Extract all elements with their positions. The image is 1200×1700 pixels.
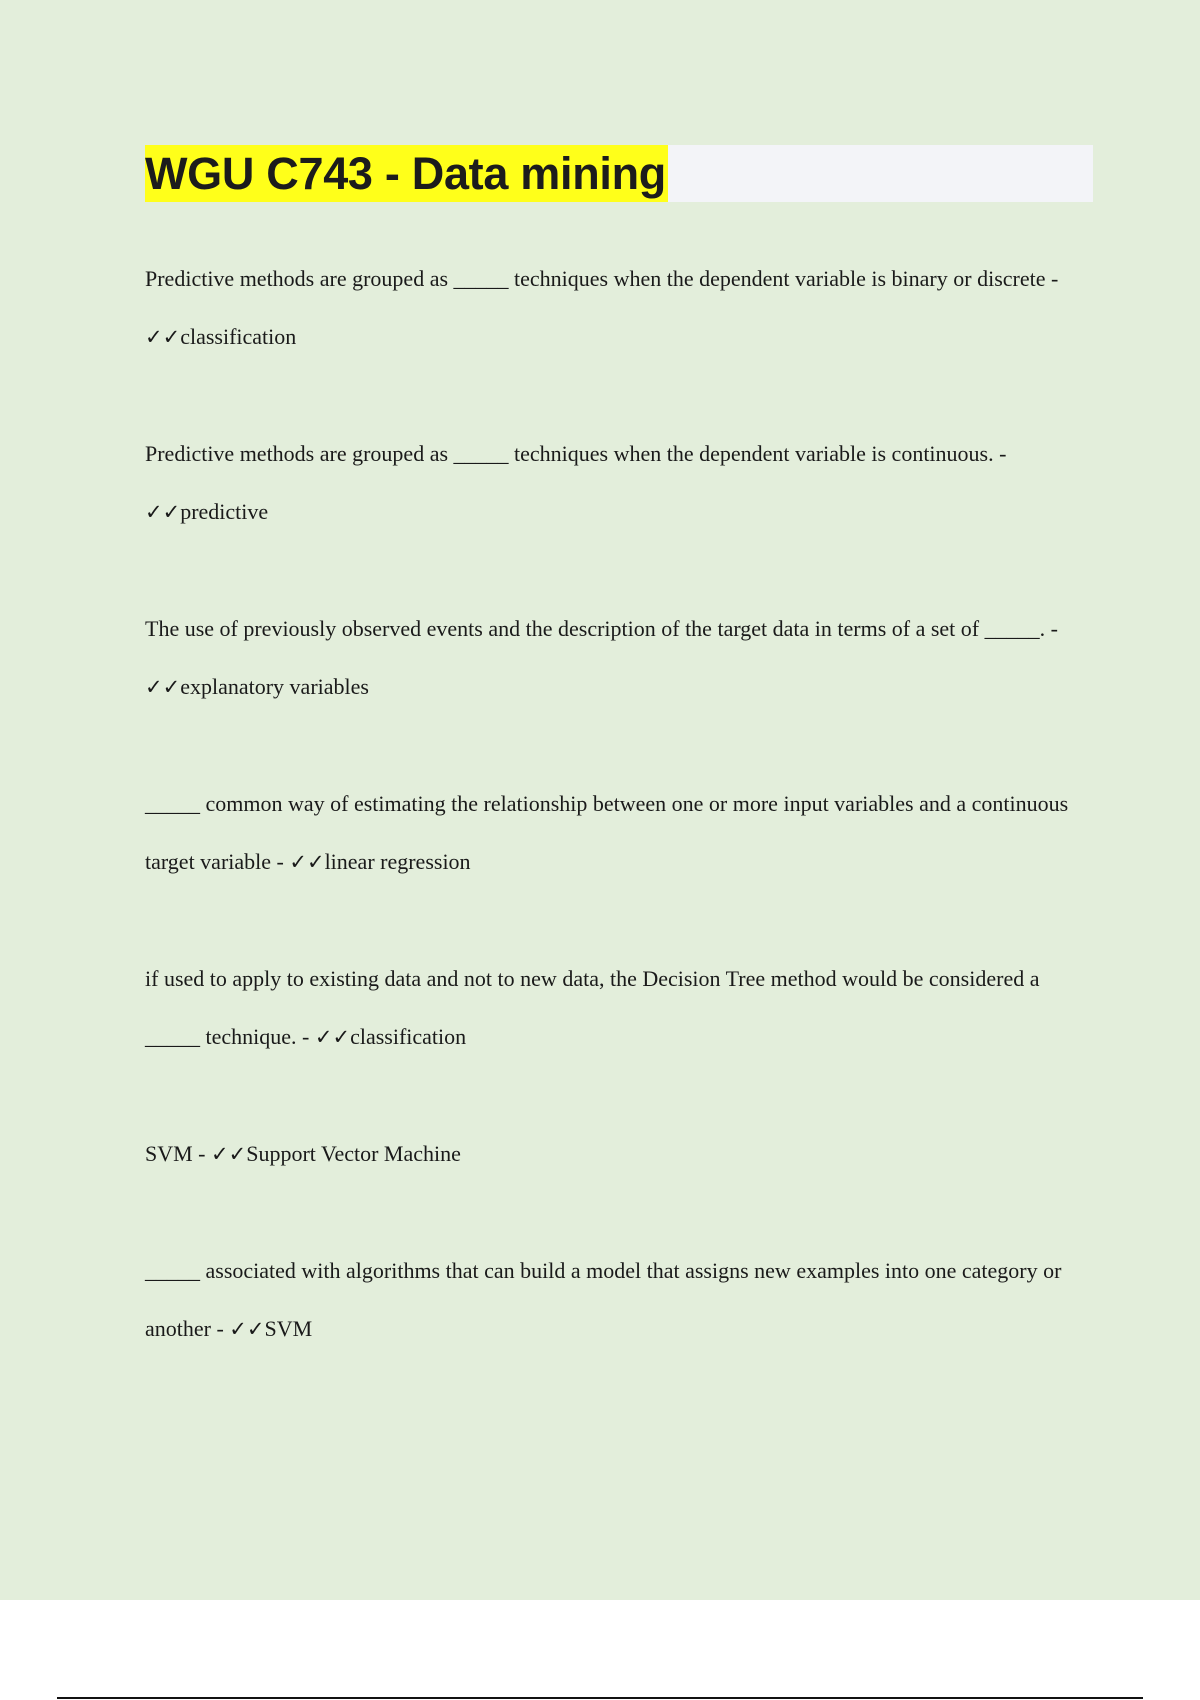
check-mark-icon: ✓✓ <box>314 1025 351 1049</box>
answer-text: linear regression <box>324 849 471 874</box>
answer-text: explanatory variables <box>180 674 369 699</box>
check-mark-icon: ✓✓ <box>145 500 181 524</box>
answer-text: classification <box>180 324 297 349</box>
answer-text: Support Vector Machine <box>246 1141 461 1166</box>
check-mark-icon: ✓✓ <box>289 850 325 874</box>
document-title: WGU C743 - Data mining <box>145 145 668 202</box>
question-text: _____ common way of estimating the relationship between one or more input variables and a continuous target variable - <box>145 791 1069 874</box>
check-mark-icon: ✓✓ <box>229 1317 265 1341</box>
question-text: Predictive methods are grouped as _____ techniques when the dependent variable is continuous. - <box>145 441 1007 466</box>
qa-item <box>145 250 1093 366</box>
question-text: Predictive methods are grouped as _____ techniques when the dependent variable is binary or discrete - <box>145 266 1059 291</box>
qa-item <box>145 1125 1093 1183</box>
answer-text: predictive <box>180 499 269 524</box>
qa-item <box>145 1242 1093 1358</box>
qa-item <box>145 425 1093 541</box>
footer-rule <box>57 1697 1143 1699</box>
question-text: _____ associated with algorithms that can build a model that assigns new examples into one category or another - <box>145 1258 1062 1341</box>
title-bar <box>145 145 1093 202</box>
check-mark-icon: ✓✓ <box>145 325 181 349</box>
qa-list <box>145 250 1093 1417</box>
check-mark-icon: ✓✓ <box>145 675 181 699</box>
question-text: The use of previously observed events and the description of the target data in terms of a set of _____. - <box>145 616 1058 641</box>
check-mark-icon: ✓✓ <box>211 1142 247 1166</box>
question-text: SVM - <box>145 1141 212 1166</box>
answer-text: classification <box>350 1024 467 1049</box>
qa-item <box>145 950 1093 1066</box>
qa-item <box>145 775 1093 891</box>
qa-item <box>145 600 1093 716</box>
question-text: if used to apply to existing data and not to new data, the Decision Tree method would be considered a _____ technique. - <box>145 966 1040 1049</box>
answer-text: SVM <box>264 1316 313 1341</box>
